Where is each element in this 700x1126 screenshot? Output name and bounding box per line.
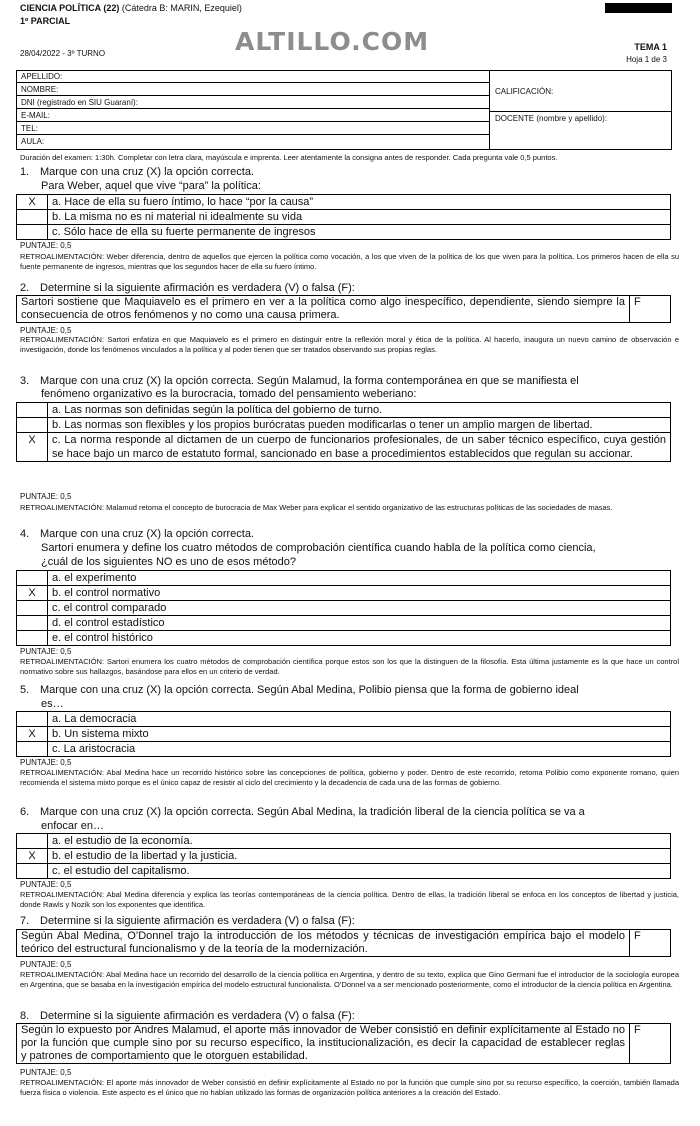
answer-mark[interactable] bbox=[17, 631, 48, 645]
answer-mark[interactable] bbox=[17, 571, 48, 585]
option-row[interactable] bbox=[17, 864, 670, 879]
answer-mark[interactable] bbox=[17, 418, 48, 432]
question-3: 3. Marque con una cruz (X) la opción correcta. Según Malamud, la forma contemporánea en que se manifiesta el bbox=[20, 375, 579, 387]
answer-mark[interactable] bbox=[17, 712, 48, 726]
apellido-field[interactable]: APELLIDO: bbox=[17, 71, 489, 83]
dni-field[interactable]: DNI (registrado en SIU Guaraní): bbox=[17, 97, 489, 109]
option-row[interactable] bbox=[17, 210, 670, 225]
question-4: 4. Marque con una cruz (X) la opción correcta. bbox=[20, 528, 254, 540]
form-divider bbox=[489, 111, 671, 112]
option-text: b. La misma no es ni material ni idealmente su vida bbox=[52, 211, 303, 223]
option-text: b. el control normativo bbox=[52, 587, 161, 599]
option-row[interactable] bbox=[17, 225, 670, 240]
statement-text: Según lo expuesto por Andres Malamud, el aporte más innovador de Weber consistió en definir explícitamente al Estado no por la función que cumple sino por su recurso específico, la institucionalización, es decir la capacidad de establecer reglas y patrones de comportamiento que le otorguen estabilidad. bbox=[17, 1024, 630, 1063]
exam-date: 28/04/2022 - 3º TURNO bbox=[20, 49, 106, 58]
answer-mark[interactable] bbox=[17, 616, 48, 630]
answer-mark[interactable]: F bbox=[634, 1024, 641, 1036]
option-text: c. el control comparado bbox=[52, 602, 167, 614]
option-row[interactable] bbox=[17, 849, 670, 864]
option-text: c. el estudio del capitalismo. bbox=[52, 865, 190, 877]
answer-mark[interactable]: X bbox=[17, 849, 48, 863]
retro-7: RETROALIMENTACIÓN: Abal Medina hace un recorrido del desarrollo de la ciencia política en Argentina, y dentro de su texto, explica que Gino Germani fue el introductor de la sociología europea en Argentina, que se basaba en la investigación empírica del modelo estructural funcionalista. O’Donnel va a ser mencionado posteriormente, como el introductor de la ciencia política en Argentina. bbox=[20, 970, 679, 989]
docente-field[interactable]: DOCENTE (nombre y apellido): bbox=[495, 114, 608, 123]
statement-text: Sartori sostiene que Maquiavelo es el primero en ver a la política como algo inespecífico, dependiente, siendo siempre la consecuencia de otros fenómenos y no como una causa primera. bbox=[17, 296, 630, 322]
option-row[interactable] bbox=[17, 742, 670, 757]
question-4-options bbox=[16, 570, 671, 646]
watermark-logo: ALTILLO.COM bbox=[235, 27, 430, 56]
question-7: 7. Determine si la siguiente afirmación es verdadera (V) o falsa (F): bbox=[20, 915, 355, 927]
question-2: 2. Determine si la siguiente afirmación es verdadera (V) o falsa (F): bbox=[20, 282, 355, 294]
question-5-options bbox=[16, 711, 671, 757]
calificacion-field[interactable]: CALIFICACIÓN: bbox=[495, 87, 554, 96]
option-text: a. el estudio de la economía. bbox=[52, 835, 193, 847]
option-row[interactable] bbox=[17, 571, 670, 586]
redaction-bar bbox=[605, 3, 672, 13]
question-3-prompt: fenómeno organizativo es la burocracia, tomado del pensamiento weberiano: bbox=[41, 388, 417, 400]
retro-2: RETROALIMENTACIÓN: Sartori enfatiza en que Maquiavelo es el primero en distinguir entre la reflexión moral y ética de la política. Al hacerlo, inaugura un nuevo camino de observación e investigación, donde los fenómenos vinculados a la política y al poder tienen que ser tratados observando sus propias reglas. bbox=[20, 335, 679, 354]
option-text: b. Las normas son flexibles y los propios burócratas pueden modificarlas o tener un amplio margen de libertad. bbox=[52, 419, 593, 431]
exam-instructions: Duración del examen: 1:30h. Completar con letra clara, mayúscula e imprenta. Leer atentamente la consigna antes de responder. Cada pregunta vale 0,5 puntos. bbox=[20, 153, 558, 162]
option-row[interactable] bbox=[17, 834, 670, 849]
option-text: a. el experimento bbox=[52, 572, 137, 584]
retro-6: RETROALIMENTACIÓN: Abal Medina diferencia y explica las teorías contemporáneas de la ciencia política. Dentro de ellas, la tradición liberal se enfoca en los conceptos de libertad y justicia, donde Rawls y Nozik son los exponentes que identifica. bbox=[20, 890, 679, 909]
answer-mark[interactable]: F bbox=[634, 930, 641, 942]
answer-mark[interactable] bbox=[17, 210, 48, 224]
answer-mark[interactable]: X bbox=[17, 586, 48, 600]
answer-mark[interactable] bbox=[17, 834, 48, 848]
option-text: a. Las normas son definidas según la política del gobierno de turno. bbox=[52, 404, 383, 416]
question-4-prompt-cont: ¿cuál de los siguientes NO es uno de esos método? bbox=[41, 556, 296, 568]
puntaje-4: PUNTAJE: 0,5 bbox=[20, 647, 72, 656]
form-divider bbox=[489, 71, 490, 149]
option-row[interactable] bbox=[17, 616, 670, 631]
email-field[interactable]: E-MAIL: bbox=[17, 110, 489, 122]
option-row[interactable] bbox=[17, 403, 670, 418]
puntaje-1: PUNTAJE: 0,5 bbox=[20, 241, 72, 250]
option-text: b. Un sistema mixto bbox=[52, 728, 149, 740]
tel-field[interactable]: TEL: bbox=[17, 123, 489, 135]
answer-mark[interactable] bbox=[17, 864, 48, 878]
puntaje-5: PUNTAJE: 0,5 bbox=[20, 758, 72, 767]
nombre-field[interactable]: NOMBRE: bbox=[17, 84, 489, 96]
question-8-statement-box bbox=[16, 1023, 671, 1064]
question-1-prompt: Para Weber, aquel que vive “para” la política: bbox=[41, 180, 261, 192]
question-5: 5. Marque con una cruz (X) la opción correcta. Según Abal Medina, Polibio piensa que la forma de gobierno ideal bbox=[20, 684, 579, 696]
option-row[interactable] bbox=[17, 433, 670, 462]
answer-mark[interactable]: F bbox=[634, 296, 641, 308]
option-text: c. La norma responde al dictamen de un cuerpo de funcionarios profesionales, de un saber técnico específico, cuya gestión se hace bajo un marco de estatuto formal, sancionado en base a procedimientos establecidos que regulan su accionar. bbox=[52, 434, 666, 460]
retro-4: RETROALIMENTACIÓN: Sartori enumera los cuatro métodos de comprobación científica porque estos son los que la distinguen de la filosofía. Esta última justamente es la que hace un control normativo sobre sus hallazgos, basándose para ellos en un criterio de verdad. bbox=[20, 657, 679, 676]
option-row[interactable] bbox=[17, 195, 670, 210]
puntaje-8: PUNTAJE: 0,5 bbox=[20, 1068, 72, 1077]
tema-label: TEMA 1 bbox=[634, 42, 667, 52]
option-row[interactable] bbox=[17, 727, 670, 742]
option-text: b. el estudio de la libertad y la justicia. bbox=[52, 850, 238, 862]
question-4-prompt: Sartori enumera y define los cuatro métodos de comprobación científica cuando habla de la política como ciencia, bbox=[41, 542, 596, 554]
option-row[interactable] bbox=[17, 712, 670, 727]
option-text: e. el control histórico bbox=[52, 632, 153, 644]
option-row[interactable] bbox=[17, 418, 670, 433]
option-text: a. Hace de ella su fuero íntimo, lo hace “por la causa” bbox=[52, 196, 314, 208]
option-row[interactable] bbox=[17, 601, 670, 616]
retro-1: RETROALIMENTACIÓN: Weber diferencia, dentro de aquellos que ejercen la política como vocación, a los que viven de la política de los que viven para la política. Los primeros hacen de ella su fuente permanente de ingresos, mientras que los segundos hacer de ella su fuero íntimo. bbox=[20, 252, 679, 271]
option-text: c. La aristocracia bbox=[52, 743, 136, 755]
option-text: a. La democracia bbox=[52, 713, 137, 725]
answer-mark[interactable]: X bbox=[17, 433, 48, 461]
option-text: d. el control estadístico bbox=[52, 617, 165, 629]
option-text: c. Sólo hace de ella su fuerte permanente de ingresos bbox=[52, 226, 316, 238]
question-2-statement-box bbox=[16, 295, 671, 323]
retro-8: RETROALIMENTACIÓN: El aporte más innovador de Weber consistió en definir explícitamente al Estado no por la función que cumple sino por su recurso específico, la coerción, también llamada fuerza física o violencia. Este aspecto es el único que no habían utilizado las formas de organización política anteriores a la creación del Estado. bbox=[20, 1078, 679, 1097]
answer-mark[interactable] bbox=[17, 742, 48, 756]
question-6: 6. Marque con una cruz (X) la opción correcta. Según Abal Medina, la tradición liberal de la ciencia política se va a bbox=[20, 806, 585, 818]
question-5-prompt: es… bbox=[41, 698, 64, 710]
page-count: Hoja 1 de 3 bbox=[626, 55, 667, 64]
answer-mark[interactable]: X bbox=[17, 727, 48, 741]
aula-field[interactable]: AULA: bbox=[21, 137, 45, 146]
answer-mark[interactable]: X bbox=[17, 195, 48, 209]
exam-name: 1º PARCIAL bbox=[20, 16, 71, 26]
retro-3: RETROALIMENTACIÓN: Malamud retoma el concepto de burocracia de Max Weber para explicar el sentido organizativo de las estructuras políticas de las sociedades de masas. bbox=[20, 503, 613, 512]
answer-mark[interactable] bbox=[17, 601, 48, 615]
question-7-statement-box bbox=[16, 929, 671, 957]
question-1: 1. Marque con una cruz (X) la opción correcta. bbox=[20, 166, 254, 178]
question-3-options bbox=[16, 402, 671, 462]
option-row[interactable] bbox=[17, 586, 670, 601]
puntaje-7: PUNTAJE: 0,5 bbox=[20, 960, 72, 969]
option-row[interactable] bbox=[17, 631, 670, 646]
puntaje-3: PUNTAJE: 0,5 bbox=[20, 492, 72, 501]
answer-mark[interactable] bbox=[17, 403, 48, 417]
course-title: CIENCIA POLÍTICA (22) (Cátedra B: MARIN, Ezequiel) bbox=[20, 3, 242, 13]
question-1-options bbox=[16, 194, 671, 240]
question-8: 8. Determine si la siguiente afirmación es verdadera (V) o falsa (F): bbox=[20, 1010, 355, 1022]
puntaje-6: PUNTAJE: 0,5 bbox=[20, 880, 72, 889]
puntaje-2: PUNTAJE: 0,5 bbox=[20, 326, 72, 335]
statement-text: Según Abal Medina, O’Donnel trajo la introducción de los métodos y técnicas de investigación empírica bajo el modelo teórico del estructural funcionalismo y de la teoría de la modernización. bbox=[17, 930, 630, 956]
question-6-options bbox=[16, 833, 671, 879]
answer-mark[interactable] bbox=[17, 225, 48, 239]
student-id-form bbox=[16, 70, 672, 150]
retro-5: RETROALIMENTACIÓN: Abal Medina hace un recorrido histórico sobre las concepciones de política, gobierno y poder. Dentro de este recorrido, retoma Polibio como exponente romano, quien recomienda el sistema mixto porque es el único capaz de resistir al ciclo del crecimiento y la decadencia de cada una de las formas de gobierno. bbox=[20, 768, 679, 787]
question-6-prompt: enfocar en… bbox=[41, 820, 104, 832]
